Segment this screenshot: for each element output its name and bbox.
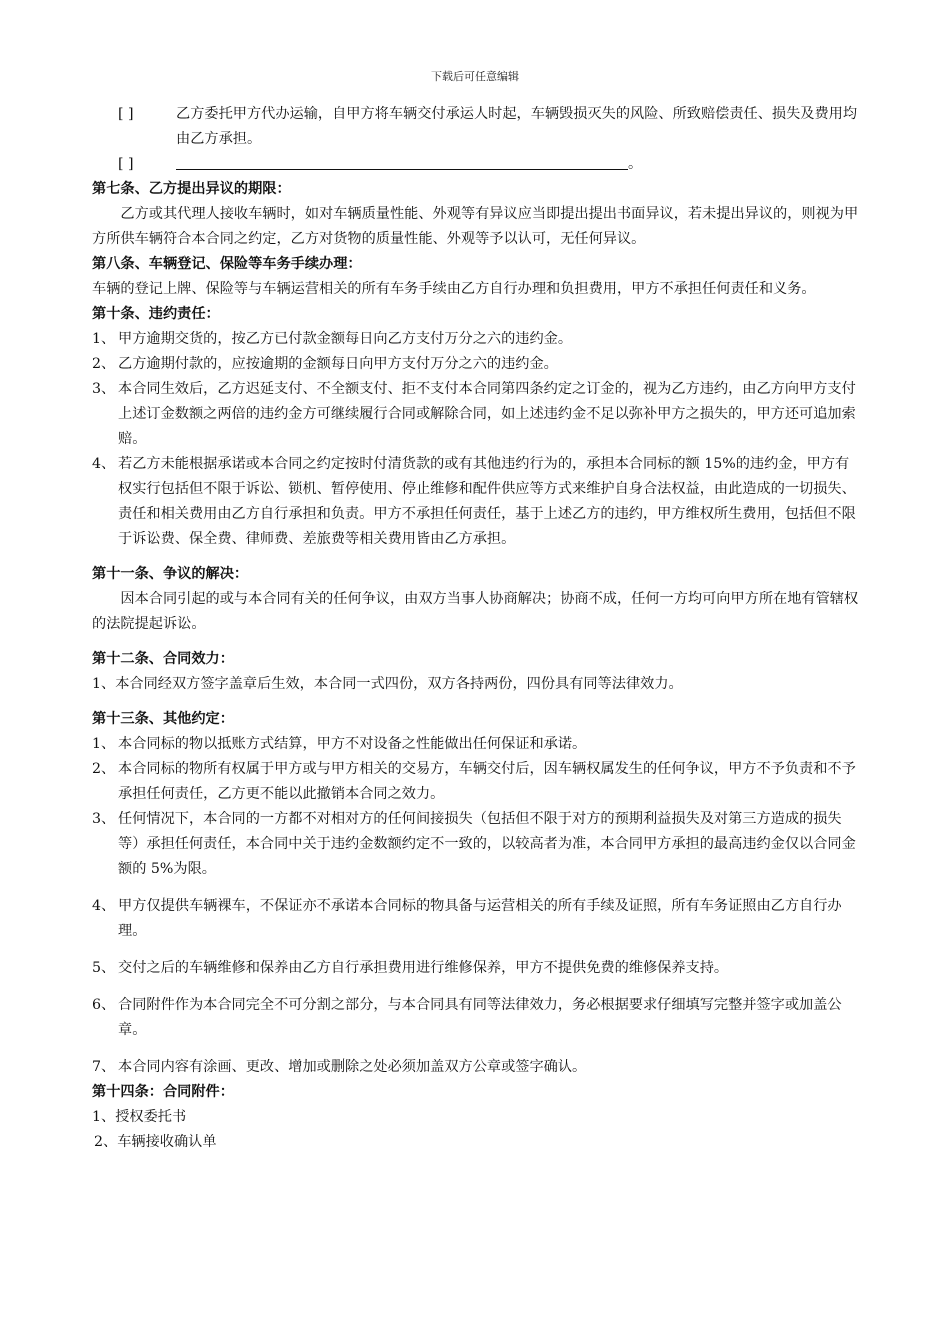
list-item (92, 1055, 862, 1080)
list-item (92, 327, 862, 352)
list-item-text: 乙方逾期付款的，应按逾期的金额每日向甲方支付万分之六的违约金。 (118, 356, 558, 372)
checkbox-option-text: 乙方委托甲方代办运输，自甲方将车辆交付承运人时起，车辆毁损灭失的风险、所致赔偿责任、损失及费用均由乙方承担。 (176, 106, 858, 147)
list-item-number: 4、 (92, 456, 116, 472)
list-item-text: 交付之后的车辆维修和保养由乙方自行承担费用进行维修保养，甲方不提供免费的维修保养支持。 (118, 960, 729, 976)
list-item-number: 1、 (92, 736, 116, 752)
checkbox-option-2 (92, 152, 862, 177)
list-item-number: 2、 (92, 356, 116, 372)
checkbox-bracket[interactable]: [ ] (118, 106, 134, 122)
list-item-text: 本合同标的物以抵账方式结算，甲方不对设备之性能做出任何保证和承诺。 (118, 736, 587, 752)
article-12-title: 第十二条、合同效力： (92, 651, 234, 667)
list-item-number: 1、 (92, 331, 116, 347)
article-7-body: 乙方或其代理人接收车辆时，如对车辆质量性能、外观等有异议应当即提出提出书面异议，若未提出异议的，则视为甲方所供车辆符合本合同之约定，乙方对货物的质量性能、外观等予以认可，无任何异议。 (92, 206, 859, 247)
list-item-text: 车辆接收确认单 (117, 1134, 217, 1150)
article-11-title: 第十一条、争议的解决： (92, 566, 249, 582)
list-item (92, 894, 862, 944)
article-13-title: 第十三条、其他约定： (92, 711, 234, 727)
list-item-number: 2、 (94, 1134, 118, 1150)
list-item (92, 956, 862, 981)
attachment-item (92, 1130, 862, 1155)
list-item-text: 本合同标的物所有权属于甲方或与甲方相关的交易方，车辆交付后，因车辆权属发生的任何争议，甲方不予负责和不予承担任何责任，乙方更不能以此撤销本合同之效力。 (118, 761, 856, 802)
list-item-number: 7、 (92, 1059, 116, 1075)
list-item-text: 合同附件作为本合同完全不可分割之部分，与本合同具有同等法律效力，务必根据要求仔细填写完整并签字或加盖公章。 (118, 997, 842, 1038)
list-item-text: 甲方仅提供车辆裸车，不保证亦不承诺本合同标的物具备与运营相关的所有手续及证照，所有车务证照由乙方自行办理。 (118, 898, 842, 939)
list-item-number: 3、 (92, 811, 116, 827)
article-8-title: 第八条、车辆登记、保险等车务手续办理： (92, 256, 362, 272)
page-header-watermark: 下载后可任意编辑 (431, 70, 519, 83)
article-10-title: 第十条、违约责任： (92, 306, 220, 322)
checkbox-option-blank-line (176, 152, 862, 177)
fill-in-blank[interactable] (176, 153, 628, 170)
list-item-number: 2、 (92, 761, 116, 777)
list-item (92, 807, 862, 882)
article-8-body: 车辆的登记上牌、保险等与车辆运营相关的所有车务手续由乙方自行办理和负担费用，甲方不承担任何责任和义务。 (92, 281, 816, 297)
list-item-number: 3、 (92, 381, 116, 397)
list-item (92, 352, 862, 377)
list-item-number: 1、 (92, 1109, 116, 1125)
contract-content (92, 102, 862, 1155)
article-7-title: 第七条、乙方提出异议的期限： (92, 181, 291, 197)
article-11-body: 因本合同引起的或与本合同有关的任何争议，由双方当事人协商解决；协商不成，任何一方均可向甲方所在地有管辖权的法院提起诉讼。 (92, 591, 859, 632)
list-item (92, 377, 862, 452)
list-item-text: 若乙方未能根据承诺或本合同之约定按时付清货款的或有其他违约行为的，承担本合同标的额 15%的违约金，甲方有权实行包括但不限于诉讼、锁机、暂停使用、停止维修和配件供应等方式来维护自身合法权益，由此造成的一切损失、责任和相关费用由乙方自行承担和负责。甲方不承担任何责任，基于上述乙方的违约，甲方维权所生费用，包括但不限于诉讼费、保全费、律师费、差旅费等相关费用皆由乙方承担。 (118, 456, 856, 547)
list-item (92, 732, 862, 757)
article-12-body: 1、本合同经双方签字盖章后生效，本合同一式四份，双方各持两份，四份具有同等法律效力。 (92, 676, 683, 692)
list-item-text: 本合同内容有涂画、更改、增加或删除之处必须加盖双方公章或签字确认。 (118, 1059, 587, 1075)
attachment-item (92, 1105, 862, 1130)
checkbox-bracket[interactable]: [ ] (118, 156, 134, 172)
list-item (92, 757, 862, 807)
checkbox-option-text: 。 (628, 156, 643, 172)
list-item-number: 5、 (92, 960, 116, 976)
list-item-text: 甲方逾期交货的，按乙方已付款金额每日向乙方支付万分之六的违约金。 (118, 331, 573, 347)
list-item (92, 993, 862, 1043)
list-item (92, 452, 862, 552)
list-item-number: 6、 (92, 997, 116, 1013)
list-item-text: 授权委托书 (115, 1109, 187, 1125)
list-item-text: 任何情况下，本合同的一方都不对相对方的任何间接损失（包括但不限于对方的预期利益损失及对第三方造成的损失等）承担任何责任，本合同中关于违约金数额约定不一致的，以较高者为准，本合同甲方承担的最高违约金仅以合同金额的 5%为限。 (118, 811, 856, 877)
list-item-number: 4、 (92, 898, 116, 914)
checkbox-option-1 (92, 102, 862, 152)
article-14-title: 第十四条：合同附件： (92, 1084, 234, 1100)
list-item-text: 本合同生效后，乙方迟延支付、不全额支付、拒不支付本合同第四条约定之订金的，视为乙方违约，由乙方向甲方支付上述订金数额之两倍的违约金方可继续履行合同或解除合同，如上述违约金不足以弥补甲方之损失的，甲方还可追加索赔。 (118, 381, 856, 447)
